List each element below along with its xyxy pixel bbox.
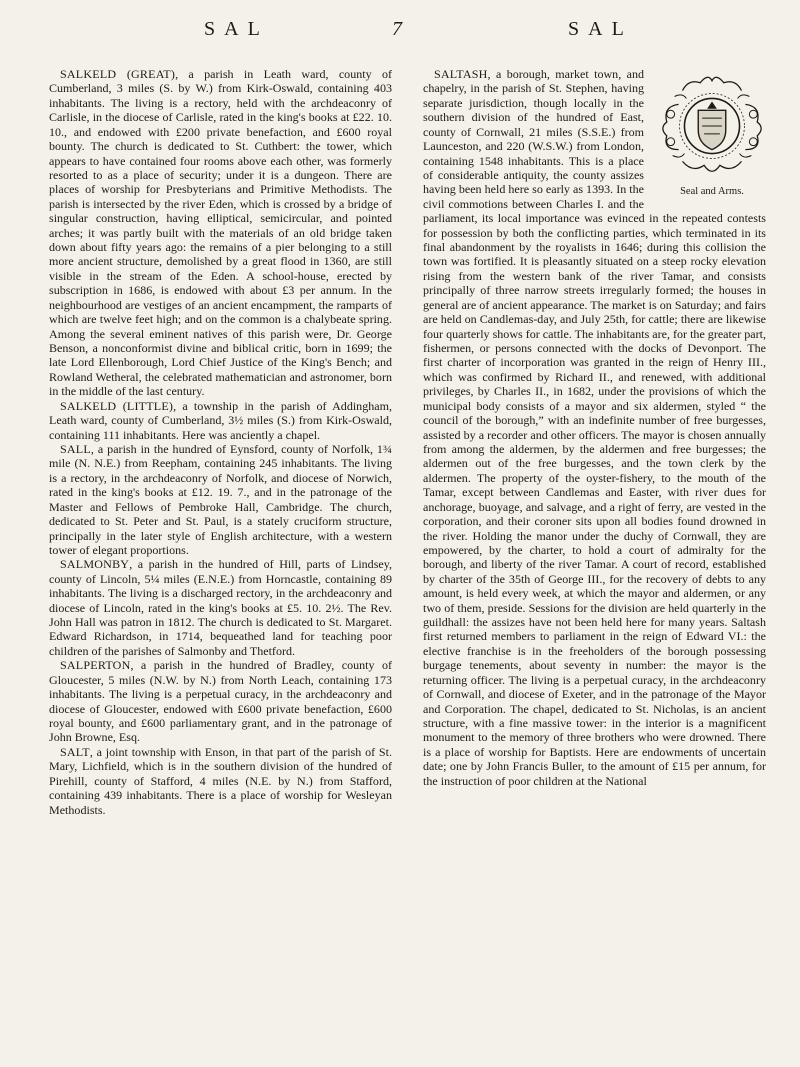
left-column (49, 67, 392, 817)
seal-caption: Seal and Arms. (680, 186, 744, 197)
entry-text: , a township in the parish of Addingham, Leath ward, county of Cumberland, 3½ miles (S.) from Kirk-Oswald, containing 111 inhabitants. Here was anciently a chapel. (49, 398, 392, 442)
running-head-right: SAL (568, 18, 633, 40)
seal-and-arms-icon (653, 67, 771, 185)
entry-headword: SALTASH (434, 67, 488, 81)
entry-headword: SALPERTON (60, 658, 131, 673)
entry-headword: SALKELD (LITTLE) (60, 398, 174, 413)
entry-headword: SALMONBY (60, 557, 130, 572)
entry-salt (49, 745, 392, 817)
entry-salmonby (49, 557, 392, 658)
page-number: 7 (392, 18, 402, 40)
entry-salkeld-little (49, 399, 392, 442)
entry-sall (49, 442, 392, 557)
running-head-left: SAL (204, 18, 269, 40)
entry-text: , a joint township with Enson, in that part of the parish of St. Mary, Lichfield, which is in the southern division of the hundred of Pirehill, county of Stafford, 4 miles (N.E. by N.) from Stafford, containing 439 inhabitants. There is a place of worship for Wesleyan Methodists. (49, 744, 392, 817)
entry-headword: SALT (60, 744, 90, 759)
right-column (423, 67, 766, 788)
entry-text: , a parish in the hundred of Bradley, county of Gloucester, 5 miles (N.W. by N.) from North Leach, containing 173 inhabitants. The living is a perpetual curacy, in the archdeaconry and diocese of Gloucester, endowed with £600 private benefaction, £600 royal bounty, and £600 parliamentary grant, and in the patronage of John Browne, Esq. (49, 658, 392, 745)
running-head (0, 18, 800, 46)
entry-headword: SALL (60, 441, 91, 456)
entry-headword: SALKELD (GREAT) (60, 67, 176, 81)
entry-text: , a parish in the hundred of Hill, parts of Lindsey, county of Lincoln, 5¼ miles (E.N.E.) from Horncastle, containing 89 inhabitants. The living is a discharged rectory, in the archdeaconry and diocese of Lincoln, rated in the king's books at £5. 10. 2½. The Rev. John Hall was patron in 1812. The church is dedicated to St. Margaret. Edward Richardson, in 1714, bequeathed land for teaching poor children of the parishes of Salmonby and Thetford. (49, 557, 392, 658)
entry-salperton (49, 658, 392, 745)
entry-text: , a parish in Leath ward, county of Cumberland, 3 miles (S. by W.) from Kirk-Oswald, containing 403 inhabitants. The living is a rectory, held with the archdeaconry of Carlisle, in the diocese of Carlisle, rated in the king's books at £22. 10. 10., and endowed with £200 private benefaction, and £600 royal bounty. The church is dedicated to St. Cuthbert: the tower, which appears to have contained four rooms above each other, was formerly resorted to as a place of security; under it is a dungeon. There are places of worship for Presbyterians and Primitive Methodists. The parish is intersected by the river Eden, which is crossed by a bridge of singular construction, having elliptical, semicircular, and pointed arches; it was partly built with the materials of an old bridge taken down about fifty years ago: the remains of a pier belonging to a still more ancient structure, demolished by a great flood in 1360, are still visible in the stream of the Eden. A school-house, erected by subscription in 1686, is endowed with about £3 per annum. In the neighbourhood are vestiges of an ancient encampment, the ramparts of which are twelve feet high; and on the common is a chalybeate spring. Among the several eminent natives of this parish were, Dr. George Benson, a nonconformist divine and biblical critic, born in 1699; the late Lord Ellenborough, Lord Chief Justice of the King's Bench; and Rowland Wetheral, the celebrated mathematician and astronomer, born in the middle of the last century. (49, 67, 392, 399)
entry-text: , a parish in the hundred of Eynsford, county of Norfolk, 1¾ mile (N. N.E.) from Reepham, containing 245 inhabitants. The living is a rectory, in the archdeaconry of Norfolk, and diocese of Norwich, rated in the king's books at £12. 19. 7., and in the patronage of the Master and Fellows of Pembroke Hall, Cambridge. The church, dedicated to St. Peter and St. Paul, is a stately cruciform structure, principally in the later style of English architecture, with a western tower of elegant proportions. (49, 441, 392, 557)
entry-salkeld-great (49, 67, 392, 399)
seal-figure (648, 67, 776, 205)
entry-text: , a borough, market town, and chapelry, in the parish of St. Stephen, having separate jurisdiction, though locally in the southern division of the hundred of East, county of Cornwall, 21 miles (S.S.E.) from Launceston, and 220 (W.S.W.) from London, containing 1548 inhabitants. This is a place of considerable antiquity, the county assizes having been held here so early as 1393. In the civil commotions between Charles I. and the parliament, its local importance was evinced in the repeated contests for possession by both the conflicting parties, which terminated in its final abandonment by the royalists in 1646; during this collision the town was fortified. It is pleasantly situated on a steep rocky elevation rising from the western bank of the river Tamar, and consists principally of three narrow streets irregularly formed; the houses in general are of ancient appearance. The market is on Saturday; and fairs are held on Candlemas-day, and July 25th, for cattle; there are likewise four quarterly shows for cattle. The inhabitants are, for the greater part, fishermen, or persons connected with the docks of Devonport. The first charter of incorporation was granted in the reign of Henry III., which was confirmed by Richard II., and renewed, with additional privileges, by Charles II., in 1682, under the provisions of which the municipal body consists of a mayor and six aldermen, styled “ the council of the borough,” with an indefinite number of free burgesses, assisted by a recorder and other officers. The mayor is chosen annually from among the aldermen, by the aldermen and free burgesses; the aldermen out of the free burgesses, and the town clerk by the aldermen. The property of the oyster-fishery, to the mouth of the Tamar, except between Candlemas and Easter, with river dues for anchorage, buoyage, and salvage, and a right of ferry, are vested in the corporation, and their coroner sits upon all bodies found drowned in the river. Holding the manor under the duchy of Cornwall, they are empowered, by the charter, to hold a court of admiralty for the borough, and liberty of the river Tamar. A court of record, established by charter of the 35th of George III., for the recovery of debts to any amount, is held every week, at which the mayor and aldermen, or any two of them, preside. Sessions for the division are held quarterly in the guildhall: the assizes have not been held here for many years. Saltash first returned members to parliament in the reign of Edward VI.: the elective franchise is in the freeholders of the borough possessing burgage tenements, about seventy in number: the mayor is the returning officer. The living is a perpetual curacy, in the archdeaconry of Cornwall, and diocese of Exeter, and in the patronage of the Mayor and Corporation. The chapel, dedicated to St. Nicholas, is an ancient structure, with a fine massive tower: in the interior is a magnificent monument to the memory of three brothers who were drowned. There is a place of worship for Baptists. Here are endowments of uncertain date; one by John Francis Buller, to the amount of £15 per annum, for the instruction of poor children at the National (423, 67, 766, 788)
